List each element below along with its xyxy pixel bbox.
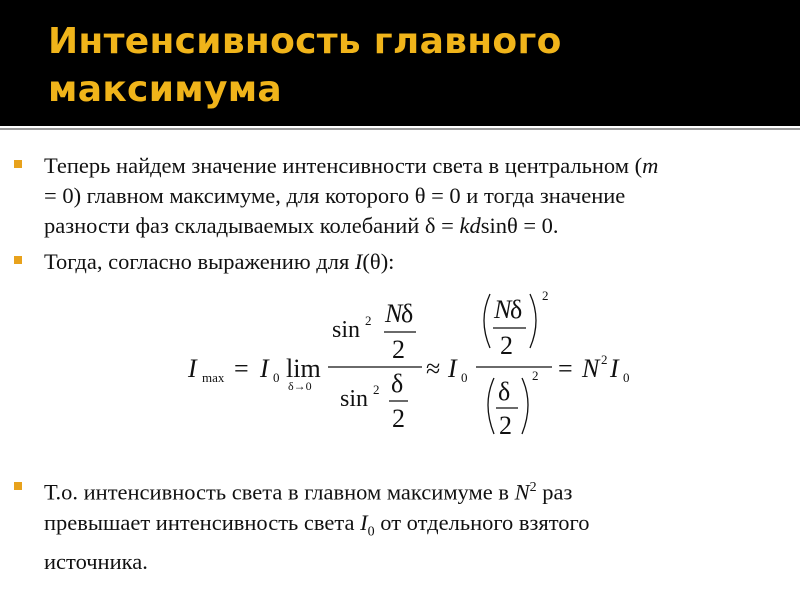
bullet-3-line-3 (44, 547, 784, 577)
var-I0: I (360, 509, 368, 535)
title-line-1: Интенсивность главного (48, 21, 562, 62)
formula-delta-num-3: δ (498, 377, 511, 406)
text-run: источника. (44, 549, 148, 574)
bullet-text-3 (44, 473, 784, 577)
formula-I: I (188, 354, 197, 383)
text-run: от отдельного взятого (374, 509, 590, 535)
var-m: m (642, 153, 659, 178)
var-kd: kd (459, 213, 481, 238)
formula-eq-1: = (234, 354, 249, 383)
bullet-1-line-1 (44, 151, 784, 181)
paren-left-bottom (488, 378, 494, 434)
formula-svg (180, 282, 650, 442)
formula-delta-den: δ (391, 369, 404, 398)
header-divider (0, 128, 800, 130)
text-run: превышает интенсивность света (44, 509, 361, 535)
text-run: Т.о. интенсивность света в главном максимуме в (44, 479, 515, 505)
formula-sin-num: sin (332, 317, 361, 343)
subscript-0: 0 (367, 524, 375, 539)
text-run: Теперь найдем значение интенсивности света в центральном ( (44, 153, 643, 178)
bullet-marker-2 (14, 256, 22, 264)
formula-N-num: N (385, 299, 403, 328)
title-line-2: максимума (48, 69, 283, 110)
formula-I0-3: I (610, 354, 619, 383)
intensity-formula (180, 282, 650, 442)
bullet-3-line-2 (44, 508, 784, 548)
formula-two-den-2: 2 (392, 404, 405, 433)
formula-N2-exp: 2 (601, 352, 608, 367)
formula-N-num-2: N (494, 295, 512, 324)
formula-exp-top: 2 (542, 288, 549, 303)
paren-right-top (530, 294, 536, 348)
bullet-marker-3 (14, 482, 22, 490)
slide-title (48, 18, 768, 114)
text-run: (θ): (362, 249, 395, 274)
paren-right-bottom (522, 378, 528, 434)
bullet-1-line-3 (44, 211, 784, 241)
bullet-text-1 (44, 151, 784, 241)
var-I: I (354, 249, 363, 274)
formula-I0-3-sub: 0 (623, 370, 630, 385)
formula-sin-den: sin (340, 386, 369, 412)
bullet-text-2 (44, 247, 784, 277)
formula-I0-sub: 0 (273, 370, 280, 385)
formula-delta-num-2: δ (510, 295, 523, 324)
formula-approx: ≈ (426, 354, 441, 383)
var-N: N (514, 479, 530, 505)
formula-lim: lim (286, 354, 321, 383)
formula-N2: N (582, 354, 600, 383)
text-run: Тогда, согласно выражению для (44, 249, 355, 274)
formula-lim-under: δ→0 (288, 379, 312, 393)
formula-max-sub: max (202, 370, 225, 385)
text-run: = 0) главном максимуме, для которого θ = 0 и тогда значение (44, 183, 626, 208)
formula-sin-den-exp: 2 (373, 382, 380, 397)
formula-delta-num: δ (401, 299, 414, 328)
bullet-1-line-2 (44, 181, 784, 211)
formula-two-den-4: 2 (499, 411, 512, 440)
bullet-3-line-1 (44, 473, 784, 508)
superscript-2: 2 (529, 480, 537, 495)
slide-header (0, 0, 800, 126)
bullet-marker-1 (14, 160, 22, 168)
formula-eq-2: = (558, 354, 573, 383)
text-run: sinθ = 0. (480, 213, 559, 238)
formula-sin-num-exp: 2 (365, 313, 372, 328)
text-run: раз (536, 479, 573, 505)
formula-two-den-1: 2 (392, 335, 405, 364)
formula-two-den-3: 2 (500, 331, 513, 360)
formula-I0-2-sub: 0 (461, 370, 468, 385)
paren-left-top (484, 294, 490, 348)
text-run: разности фаз складываемых колебаний δ = (44, 213, 460, 238)
formula-exp-bottom: 2 (532, 368, 539, 383)
formula-I0: I (260, 354, 269, 383)
formula-I0-2: I (448, 354, 457, 383)
